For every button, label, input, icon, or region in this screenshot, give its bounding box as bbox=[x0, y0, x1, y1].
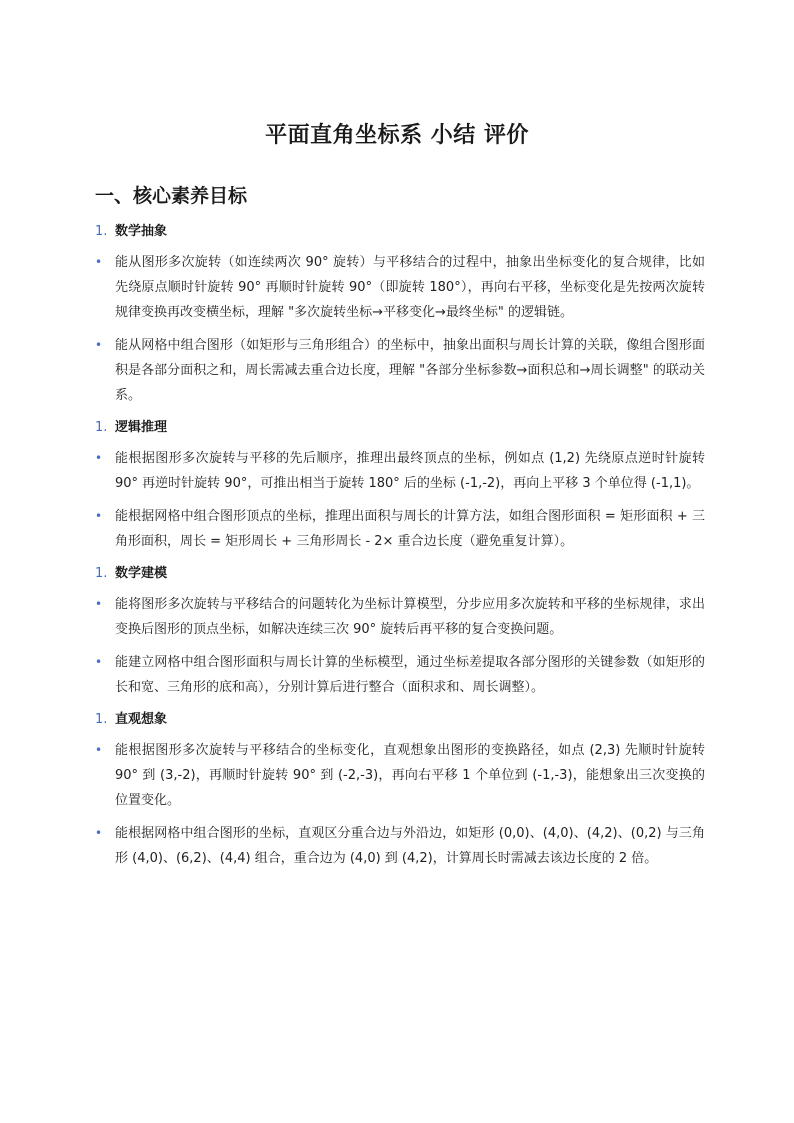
list-item-text: 能将图形多次旋转与平移结合的问题转化为坐标计算模型，分步应用多次旋转和平移的坐标规律，求出变换后图形的顶点坐标，如解决连续三次 90° 旋转后再平移的复合变换问题。 bbox=[115, 597, 705, 637]
list-item-text: 能根据图形多次旋转与平移结合的坐标变化，直观想象出图形的变换路径，如点 (2,3) 先顺时针旋转 90° 到 (3,-2)，再顺时针旋转 90° 到 (-2,-3)，再向右平移 1 个单位到 (-1,-3)，能想象出三次变换的位置变化。 bbox=[115, 743, 705, 808]
content-body bbox=[95, 220, 705, 879]
section-heading: 一、核心素养目标 bbox=[95, 185, 248, 207]
bullet-icon: • bbox=[95, 655, 103, 669]
list-number: 1. bbox=[95, 420, 108, 435]
subheading-reasoning bbox=[95, 416, 705, 438]
goal-group-imagination bbox=[95, 708, 705, 871]
bullet-icon: • bbox=[95, 338, 103, 352]
goal-group-abstraction bbox=[95, 220, 705, 408]
list-item bbox=[95, 333, 705, 408]
bullet-icon: • bbox=[95, 826, 103, 840]
list-item bbox=[95, 738, 705, 813]
list-number: 1. bbox=[95, 566, 108, 581]
list-item-text: 能根据网格中组合图形的坐标，直观区分重合边与外沿边，如矩形 (0,0)、(4,0)、(4,2)、(0,2) 与三角形 (4,0)、(6,2)、(4,4) 组合，重合边为 (4,0) 到 (4,2)，计算周长时需减去该边长度的 2 倍。 bbox=[115, 826, 705, 866]
list-item-text: 能建立网格中组合图形面积与周长计算的坐标模型，通过坐标差提取各部分图形的关键参数（如矩形的长和宽、三角形的底和高），分别计算后进行整合（面积求和、周长调整）。 bbox=[115, 655, 705, 695]
subheading-label: 直观想象 bbox=[115, 712, 168, 727]
list-item bbox=[95, 446, 705, 496]
subheading-modeling bbox=[95, 562, 705, 584]
bullet-icon: • bbox=[95, 451, 103, 465]
list-item bbox=[95, 250, 705, 325]
page-title: 平面直角坐标系 小结 评价 bbox=[265, 123, 529, 148]
subheading-label: 逻辑推理 bbox=[115, 420, 168, 435]
list-number: 1. bbox=[95, 712, 108, 727]
list-item bbox=[95, 650, 705, 700]
goal-group-reasoning bbox=[95, 416, 705, 554]
list-item-text: 能根据网格中组合图形顶点的坐标，推理出面积与周长的计算方法，如组合图形面积 = 矩形面积 + 三角形面积，周长 = 矩形周长 + 三角形周长 - 2× 重合边长度（避免重复计算）。 bbox=[115, 509, 705, 549]
bullet-icon: • bbox=[95, 743, 103, 757]
bullet-icon: • bbox=[95, 597, 103, 611]
list-item bbox=[95, 504, 705, 554]
subheading-label: 数学建模 bbox=[115, 566, 168, 581]
list-item-text: 能从网格中组合图形（如矩形与三角形组合）的坐标中，抽象出面积与周长计算的关联，像组合图形面积是各部分面积之和，周长需减去重合边长度，理解 "各部分坐标参数→面积总和→周长调整" 的联动关系。 bbox=[115, 338, 705, 403]
bullet-icon: • bbox=[95, 509, 103, 523]
list-item-text: 能根据图形多次旋转与平移的先后顺序，推理出最终顶点的坐标，例如点 (1,2) 先绕原点逆时针旋转 90° 再逆时针旋转 90°，可推出相当于旋转 180° 后的坐标 (-1,-2)，再向上平移 3 个单位得 (-1,1)。 bbox=[115, 451, 705, 491]
goal-group-modeling bbox=[95, 562, 705, 700]
list-item-text: 能从图形多次旋转（如连续两次 90° 旋转）与平移结合的过程中，抽象出坐标变化的复合规律，比如先绕原点顺时针旋转 90° 再顺时针旋转 90°（即旋转 180°），再向右平移，坐标变化是先按两次旋转规律变换再改变横坐标，理解 "多次旋转坐标→平移变化→最终坐标" 的逻辑链。 bbox=[115, 255, 705, 320]
list-number: 1. bbox=[95, 224, 108, 239]
bullet-icon: • bbox=[95, 255, 103, 269]
list-item bbox=[95, 821, 705, 871]
list-item bbox=[95, 592, 705, 642]
subheading-abstraction bbox=[95, 220, 705, 242]
subheading-label: 数学抽象 bbox=[115, 224, 168, 239]
subheading-imagination bbox=[95, 708, 705, 730]
